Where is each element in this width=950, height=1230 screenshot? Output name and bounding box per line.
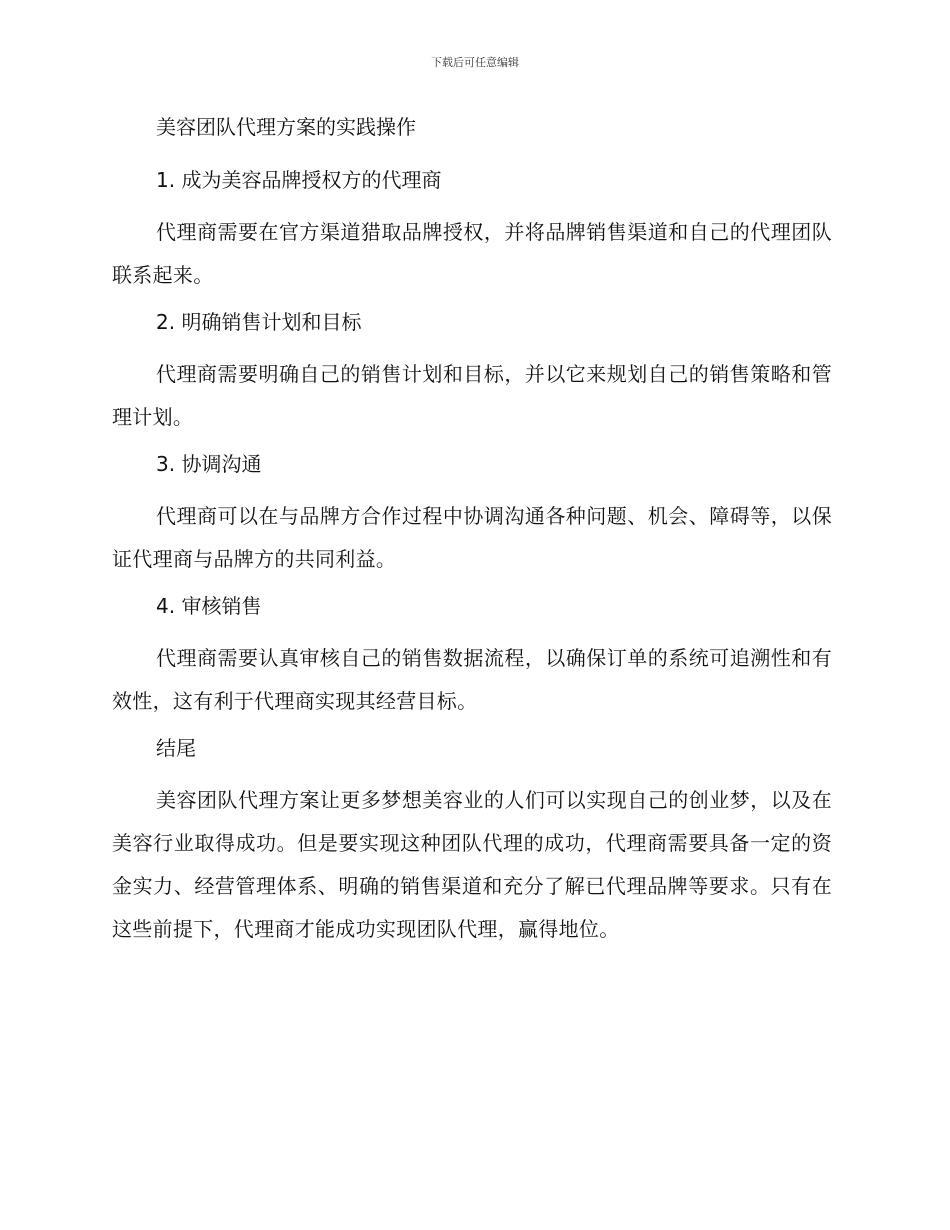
section-body-2: 代理商需要明确自己的销售计划和目标，并以它来规划自己的销售策略和管理计划。 — [112, 362, 832, 429]
section-heading-4: 4. 审核销售 — [156, 594, 262, 618]
document-title: 美容团队代理方案的实践操作 — [156, 115, 416, 139]
document-body — [112, 110, 832, 951]
section-body-3: 代理商可以在与品牌方合作过程中协调沟通各种问题、机会、障碍等，以保证代理商与品牌方的共同利益。 — [112, 504, 832, 571]
section-heading-conclusion: 结尾 — [156, 736, 196, 760]
section-heading-3: 3. 协调沟通 — [156, 452, 262, 476]
section-heading-1: 1. 成为美容品牌授权方的代理商 — [156, 168, 442, 192]
section-heading-2: 2. 明确销售计划和目标 — [156, 310, 362, 334]
section-body-1: 代理商需要在官方渠道猎取品牌授权，并将品牌销售渠道和自己的代理团队联系起来。 — [112, 220, 832, 287]
section-body-4: 代理商需要认真审核自己的销售数据流程，以确保订单的系统可追溯性和有效性，这有利于代理商实现其经营目标。 — [112, 646, 832, 713]
section-body-conclusion: 美容团队代理方案让更多梦想美容业的人们可以实现自己的创业梦，以及在美容行业取得成功。但是要实现这种团队代理的成功，代理商需要具备一定的资金实力、经营管理体系、明确的销售渠道和充分了解已代理品牌等要求。只有在这些前提下，代理商才能成功实现团队代理，赢得地位。 — [112, 788, 832, 941]
header-note: 下载后可任意编辑 — [431, 56, 519, 69]
